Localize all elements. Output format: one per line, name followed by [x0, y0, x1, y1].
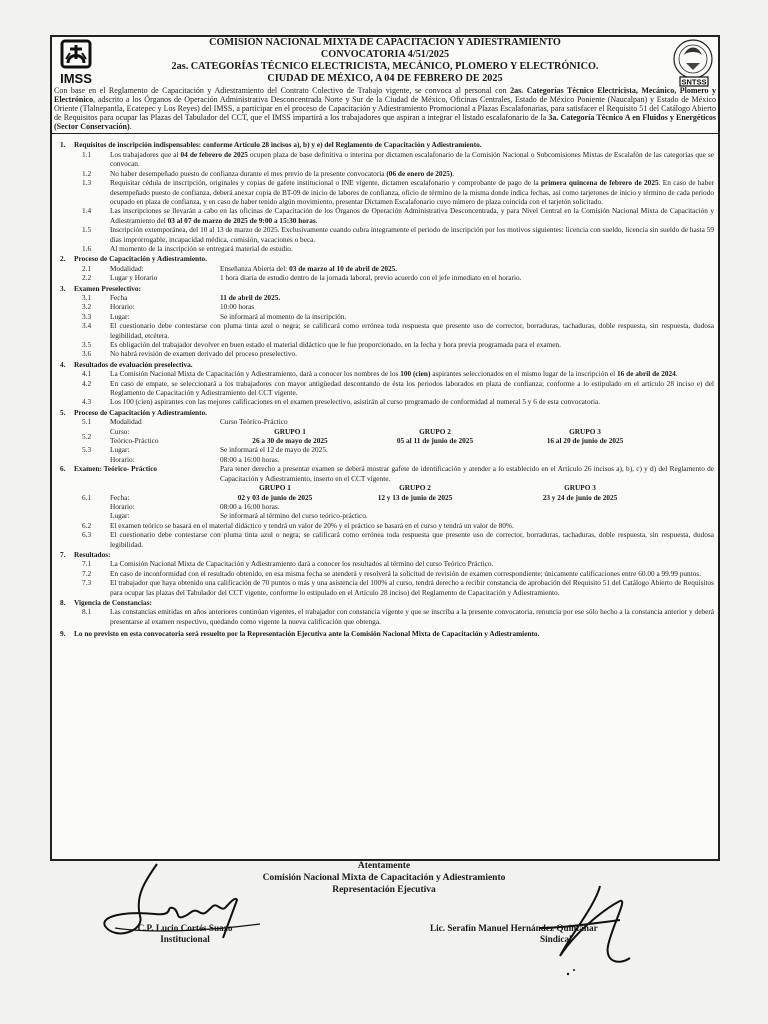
section-3-title: 3. Examen Preselectivo: [60, 283, 141, 293]
item-2-2: 2.2 Lugar y Horario 1 hora diaria de estudio dentro de la jornada laboral, previo acuerdo con el jefe inmediato en el horario. [82, 273, 522, 283]
closing-atentamente: Atentamente [357, 861, 411, 871]
intro-paragraph [52, 86, 718, 134]
exam-groups-header: GRUPO 1 GRUPO 2 GRUPO 3 [259, 483, 596, 493]
right-signer-role: Sindical [540, 934, 572, 944]
left-signer-role: Institucional [160, 934, 210, 944]
item-1-6: 1.6 Al momento de la inscripción se entregará material de estudio. [82, 243, 293, 253]
document-sheet [50, 35, 720, 861]
header-date: CIUDAD DE MÉXICO, A 04 DE FEBRERO DE 2025 [267, 73, 503, 84]
section-4-title: 4. Resultados de evaluación preselectiva. [60, 359, 193, 369]
item-5-1: 5.1 Modalidad Curso Teórico-Práctico [82, 417, 288, 427]
course-groups-dates: 26 a 30 de mayo de 2025 05 al 11 de junio de 2025 16 al 20 de junio de 2025 [252, 436, 624, 446]
right-signer-name: Lic. Serafín Manuel Hernández Quintanar [430, 923, 598, 933]
item-1-4: 1.4 Las inscripciones se llevarán a cabo en las oficinas de Capacitación de los Órganos de Operación Administrativa Desconcentrada, y para Nivel Central en la Comisión Nacional Mixta de Capacitación y Adiestramiento del 03 al 07 de marzo de 2025 de 9:00 a 15:30 horas. [82, 206, 714, 225]
item-2-1: 2.1 Modalidad: Enseñanza Abierta del: 03 de marzo al 10 de abril de 2025. [82, 263, 398, 273]
section-1-title: 1. Requisitos de inscripción indispensables: conforme Artículo 28 incisos a), b) y e) del Reglamento de Capacitación y Adiestramiento. [60, 140, 482, 150]
intro-text-3: . [129, 122, 132, 132]
sntss-seal-icon [670, 37, 716, 87]
item-3-3: 3.3 Lugar: Se informará al momento de la inscripción. [82, 311, 347, 321]
signature-footer [0, 816, 768, 1016]
item-4-3: 4.3 Los 100 (cien) aspirantes con las mejores calificaciones en el examen preselectivo, asistirán al curso programado de conformidad al numeral 5 y 6 de esta convocatoria. [82, 397, 601, 407]
header-categories: 2as. CATEGORÍAS TÉCNICO ELECTRICISTA, MECÁNICO, PLOMERO Y ELECTRÓNICO. [171, 61, 599, 72]
intro-categories: 2as. Categorías Técnico Electricista, Mecánico, Plomero y Electrónico [54, 86, 716, 105]
right-signature-icon [500, 866, 660, 976]
closing-representation: Representación Ejecutiva [332, 885, 436, 895]
course-groups-header: GRUPO 1 GRUPO 2 GRUPO 3 [274, 426, 601, 436]
left-signer-name: C.P. Lucio Cortés Suazo [137, 923, 233, 933]
item-6-1: 6.1 Fecha: 02 y 03 de junio de 2025 12 y 13 de junio de 2025 23 y 24 de junio de 2025 [82, 492, 618, 502]
section-8-title: 8. Vigencia de Constancias: [60, 597, 152, 607]
intro-text-1: Con base en el Reglamento de Capacitación y Adiestramiento del Contrato Colectivo de Trabajo vigente, se convoca al personal con [54, 86, 511, 95]
item-1-2: 1.2 No haber desempeñado puesto de confianza durante el mes previo de la presente convocatoria (06 de enero de 2025). [82, 168, 455, 178]
item-3-4: 3.4 El cuestionario debe contestarse con pluma tinta azul o negra; se calificará como errónea toda respuesta que presente uso de corrector, borraduras, tachaduras, doble respuesta, sin respuesta, dudosa legibilidad, etcétera. [82, 321, 714, 340]
item-3-2: 3.2 Horario: 10:00 horas [82, 302, 255, 312]
item-7-2: 7.2 En caso de inconformidad con el resultado obtenido, en esa misma fecha se atenderá y resolverá la solicitud de revisión de examen correspondiente; únicamente calificaciones entre 60.00 a 99.99 puntos. [82, 568, 702, 578]
item-4-1: 4.1 La Comisión Nacional Mixta de Capacitación y Adiestramiento, dará a conocer los nombres de los 100 (cien) aspirantes seleccionados en el mismo lugar de la inscripción el 16 de abril de 2024. [82, 369, 678, 379]
item-3-5: 3.5 Es obligación del trabajador devolver en buen estado el material didáctico que le fue proporcionado, en la fecha y hora previa programada para el examen. [82, 340, 561, 349]
item-7-1: 7.1 La Comisión Nacional Mixta de Capacitación y Adiestramiento dará a conocer los resultados al término del curso Teórico Práctico. [82, 559, 494, 569]
item-6-3: 6.3 El cuestionario debe contestarse con pluma tinta azul o negra; se calificará como errónea toda respuesta que presente uso de corrector, borraduras, tachaduras, doble respuesta, sin respuesta, dudosa legibilidad. [82, 530, 714, 549]
item-1-5: 1.5 Inscripción extemporánea, del 10 al 13 de marzo de 2025. Exclusivamente cuando cubra íntegramente el periodo de inscripción por los motivos siguientes: licencia con sueldo, licencia sin sueldo de hasta 59 días improrrogable, incapacidad médica, comisión, vacaciones o beca. [82, 225, 714, 244]
item-8-1: 8.1 Las constancias emitidas en años anteriores continúan vigentes, el trabajador con constancia vigente y que se inscriba a la presente convocatoria, renuncia por ese sólo hecho a la constancia anterior y deberá presentarse al examen respectivo, quedando como vigente la nueva calificación que obtenga. [82, 607, 714, 626]
section-9-title: 9. Lo no previsto en esta convocatoria será resuelto por la Representación Ejecutiva ante la Comisión Nacional Mixta de Capacitación y Adiestramiento. [60, 629, 540, 639]
intro-target-category: 3a. Categoría Técnico A en Fluidos y Energéticos (Sector Conservación) [54, 113, 716, 132]
section-5-title: 5. Proceso de Capacitación y Adiestramiento. [60, 407, 208, 417]
item-7-3: 7.3 El trabajador que haya obtenido una calificación de 70 puntos o más y una asistencia del 100% al curso, tendrá derecho a recibir constancia de aprobación del Requisito 51 del Catálogo Abierto de Requisitos para ocupar las plazas del Tabulador del CCT vigente, conforme lo estipulado en el Artículo 28 inciso) del Reglamento de Capacitación y Adiestramiento. [82, 578, 714, 597]
closing-commission: Comisión Nacional Mixta de Capacitación y Adiestramiento [262, 873, 506, 883]
item-6-1-lugar: Lugar: Se informará al término del curso teórico-práctico. [110, 511, 368, 521]
item-5-2: 5.2 Curso: Teórico-Práctico GRUPO 1 GRUPO 2 GRUPO 3 26 a 30 de mayo de 2025 05 al 11 de junio de 2025 16 al 20 de junio de 2025 [56, 427, 714, 446]
item-3-1: 3.1 Fecha 11 de abril de 2025. [82, 292, 281, 302]
item-1-3: 1.3 Requisitar cédula de inscripción, originales y copias de gafete institucional o INE vigente, dictamen escalafonario y comprobante de pago de la primera quincena de febrero de 2025. En caso de haber desempeñado puesto de confianza, deberá anexar copia de BT-09 de inicio de labores de confianza, oficio de término de la misma donde indica fechas, así como tarjetones de inicio y término de cada periodo ocupado en plaza de confianza, y en caso de haber tenido algún movimiento, presentar Dictamen Escalafonario cuyo número de plaza coincida con el tarjetón solicitado. [82, 178, 714, 206]
item-6-2: 6.2 El examen teórico se basará en el material didáctico y tendrá un valor de 20% y el práctico se basará en el curso y tendrá un valor de 80%. [82, 520, 514, 530]
header-convocatoria: CONVOCATORIA 4/51/2025 [320, 49, 450, 60]
imss-logo-icon [56, 39, 96, 87]
document-body [52, 134, 718, 638]
section-2-title: 2. Proceso de Capacitación y Adiestramiento. [60, 254, 208, 264]
header-title: COMISIÓN NACIONAL MIXTA DE CAPACITACIÓN Y ADIESTRAMIENTO [209, 37, 561, 48]
item-5-3: 5.3 Lugar: Se informará el 12 de mayo de 2025. [82, 445, 328, 455]
item-1-1: 1.1 Los trabajadores que al 04 de febrero de 2025 ocupen plaza de base definitiva o interina por dictamen escalafonario de la Comisión Nacional o Subcomisiones Mixtas de Escalafón de las categorías que se convocan. [82, 149, 715, 169]
item-5-4: Horario: 08:00 a 16:00 horas. [110, 454, 280, 464]
section-7-title: 7. Resultados: [60, 549, 111, 559]
document-header [52, 37, 718, 85]
logo-right-text: SNTSS [681, 77, 707, 87]
item-4-2: 4.2 En caso de empate, se seleccionará a los trabajadores con mayor antigüedad descontando de ésta los periodos laborados en plaza de confianza; conforme a lo estipulado en el artículo 28 inciso e) del Reglamento de Capacitación y Adiestramiento del CCT vigente. [82, 378, 714, 398]
item-3-6: 3.6 No habrá revisión de examen derivado del proceso preselectivo. [82, 349, 298, 359]
logo-left-text: IMSS [60, 71, 92, 86]
section-6-title: 6. Examen: Teórico- Práctico Para tener derecho a presentar examen se deberá mostrar gafete de identificación y atender a lo establecido en el Artículo 26 incisos a), b), c) y d) del Reglamento de Capacitación y Adiestramiento, inserto en el CCT vigente. [60, 464, 714, 483]
item-6-1-horario: Horario: 08:00 a 16:00 horas. [110, 501, 280, 511]
intro-text-2: , adscrito a los Órganos de Operación Administrativa Desconcentrada Norte y Sur de la Ciudad de México, Oficinas Centrales, Estado de México Poniente (Naucalpan) y Estado de México Oriente (Tlalnepantla, Ecatepec y Los Reyes) del IMSS, a participar en el proceso de Capacitación y Adiestramiento Promocional a Plazas Escalafonarias, para satisfacer el Requisito 51 del Catálogo Abierto de Requisitos para ocupar las Plazas del Tabulador del CCT, que el IMSS impartirá a los trabajadores que aspiran a integrar el listado escalafonario de la [54, 95, 716, 123]
